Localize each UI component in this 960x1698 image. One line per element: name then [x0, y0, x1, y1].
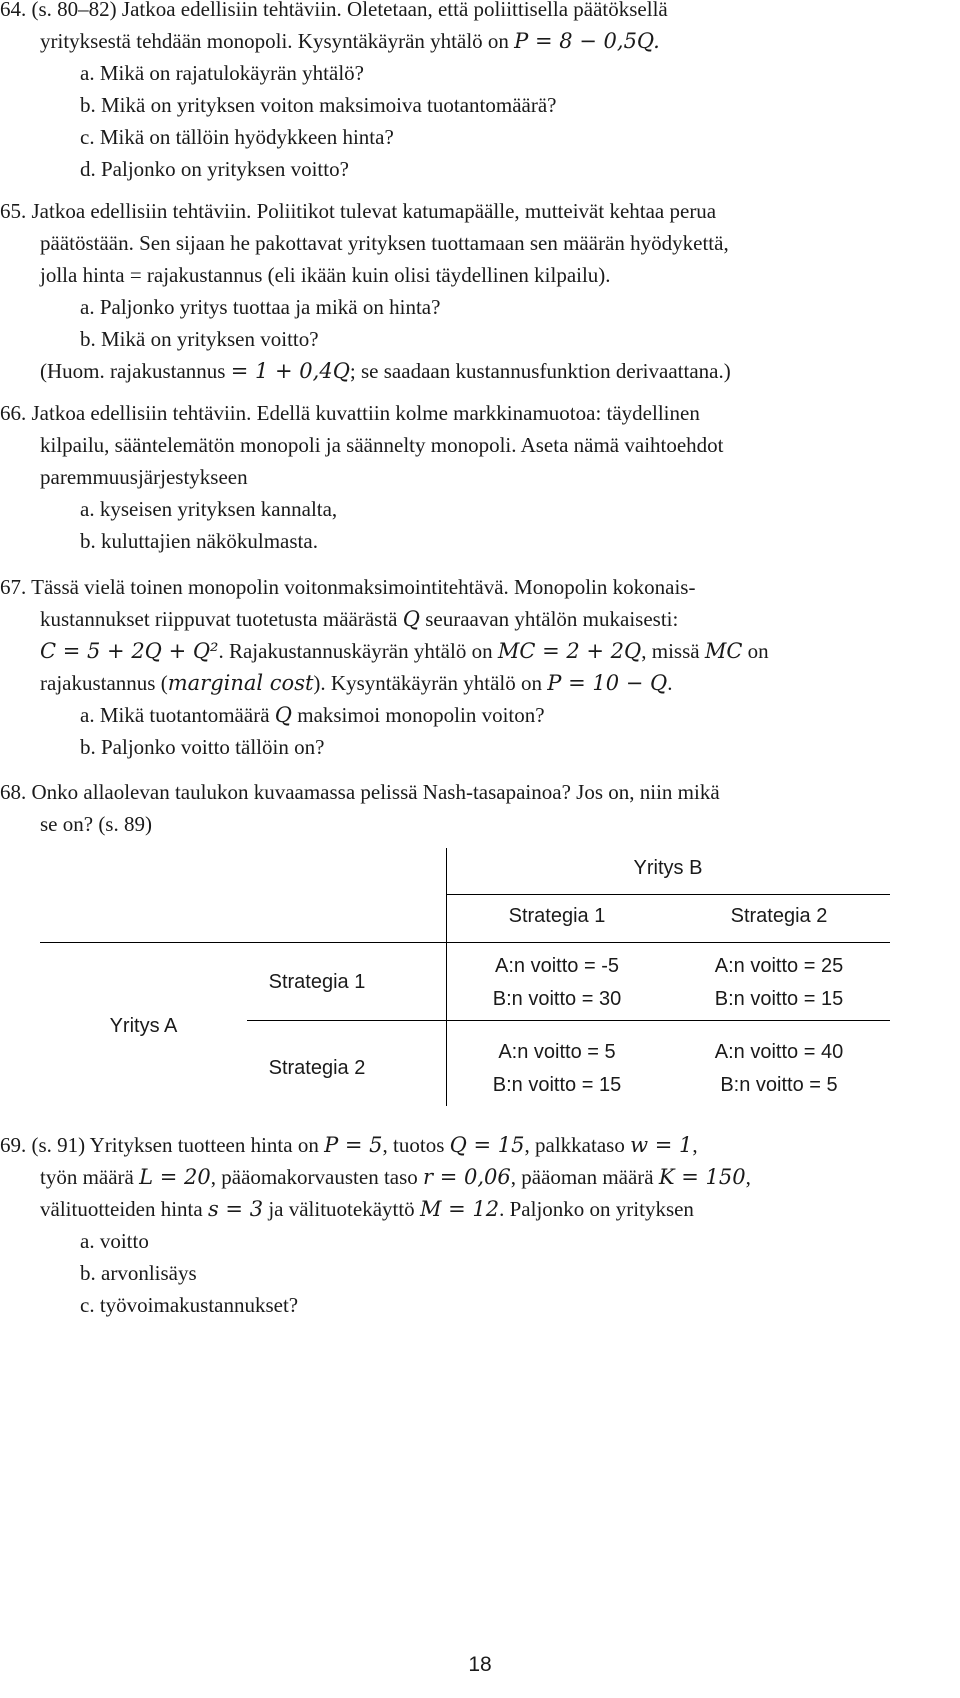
q69-line2 [40, 1162, 751, 1192]
q64-item-a: a. Mikä on rajatulokäyrän yhtälö? [80, 61, 364, 85]
q67-item-a-q: Q [274, 703, 292, 727]
q68-line1: 68. Onko allaolevan taulukon kuvaamassa pelissä Nash-tasapainoa? Jos on, niin mikä [0, 780, 720, 804]
q65-note [40, 356, 731, 386]
q69-output: Q = 15 [449, 1133, 525, 1157]
row-header-2: Strategia 2 [268, 1057, 366, 1079]
q69-line2-t1: , pääomakorvausten taso [210, 1165, 424, 1189]
table-rule-under-group [446, 894, 890, 895]
q67-item-a-post: maksimoi monopolin voiton? [291, 703, 545, 727]
q67-line4-pre: rajakustannus ( [40, 671, 168, 695]
cell-r2c2-b: B:n voitto = 5 [720, 1074, 838, 1096]
q65-item-a: a. Paljonko yritys tuottaa ja mikä on hinta? [80, 295, 441, 319]
page-number: 18 [468, 1653, 492, 1676]
q69-item-c: c. työvoimakustannukset? [80, 1293, 299, 1317]
q69-labour: L = 20 [139, 1165, 211, 1189]
row-header-1: Strategia 1 [268, 971, 366, 993]
q65-note-equation: = 1 + 0,4Q [230, 359, 350, 383]
q65-item-b: b. Mikä on yrityksen voitto? [80, 327, 319, 351]
table-rule-under-header [40, 942, 890, 943]
q69-capital-rate: r = 0,06 [423, 1165, 511, 1189]
q67-demand-equation: P = 10 − Q [547, 671, 668, 695]
q67-item-a-pre: a. Mikä tuotantomäärä [80, 703, 275, 727]
q67-line2-post: seuraavan yhtälön mukaisesti: [419, 607, 679, 631]
q67-line3-mid2: , missä [641, 639, 705, 663]
q64-demand-equation: P = 8 − 0,5Q. [514, 29, 660, 53]
cell-r2c2-a: A:n voitto = 40 [714, 1041, 844, 1063]
q64-item-b: b. Mikä on yrityksen voiton maksimoiva tuotantomäärä? [80, 93, 557, 117]
cell-r1c2-a: A:n voitto = 25 [714, 955, 844, 977]
q65-note-post: ; se saadaan kustannusfunktion derivaattana.) [349, 359, 731, 383]
q67-marginal-cost: marginal cost [167, 671, 314, 695]
q64-line2-text: yrityksestä tehdään monopoli. Kysyntäkäyrän yhtälö on [40, 29, 515, 53]
q67-line3-mid: . Rajakustannuskäyrän yhtälö on [218, 639, 498, 663]
q66-item-b: b. kuluttajien näkökulmasta. [80, 529, 318, 553]
q67-mc-equation: MC = 2 + 2Q [497, 639, 642, 663]
q69-line1-post: , [692, 1133, 698, 1157]
cell-r1c2-b: B:n voitto = 15 [714, 988, 844, 1010]
q64-item-d: d. Paljonko on yrityksen voitto? [80, 157, 349, 181]
q67-line4-mid: ). Kysyntäkäyrän yhtälö on [313, 671, 548, 695]
q67-q-symbol: Q [402, 607, 420, 631]
q67-line3-post: on [742, 639, 769, 663]
q69-line2-t2: , pääoman määrä [510, 1165, 659, 1189]
q69-line1 [0, 1130, 698, 1160]
q67-line4-post: . [667, 671, 673, 695]
q69-line3-t1: ja välituotekäyttö [263, 1197, 420, 1221]
q69-item-a: a. voitto [80, 1229, 149, 1253]
q67-line2 [40, 604, 678, 634]
q69-line3-pre: välituotteiden hinta [40, 1197, 208, 1221]
q68-line2: se on? (s. 89) [40, 812, 152, 836]
q67-mc-symbol: MC [704, 639, 743, 663]
q69-line3 [40, 1194, 694, 1224]
cell-r2c1-b: B:n voitto = 15 [492, 1074, 622, 1096]
row-group-label: Yritys A [109, 1015, 178, 1037]
q69-line1-t2: , palkkataso [524, 1133, 631, 1157]
q65-line3: jolla hinta = rajakustannus (eli ikään kuin olisi täydellinen kilpailu). [40, 263, 611, 287]
q69-line2-pre: työn määrä [40, 1165, 140, 1189]
q69-wage: w = 1 [630, 1133, 693, 1157]
q69-line1-t1: , tuotos [382, 1133, 450, 1157]
q69-intermediate-price: s = 3 [207, 1197, 264, 1221]
q67-cost-equation: C = 5 + 2Q + Q² [40, 639, 219, 663]
q69-line1-pre: 69. (s. 91) Yrityksen tuotteen hinta on [0, 1133, 325, 1157]
q67-line4 [40, 668, 673, 698]
q69-intermediate-use: M = 12 [419, 1197, 500, 1221]
q64-line2 [40, 26, 660, 56]
q69-line2-post: , [745, 1165, 751, 1189]
cell-r1c1-a: A:n voitto = -5 [495, 955, 619, 977]
q69-capital: K = 150 [658, 1165, 746, 1189]
q69-line3-post: . Paljonko on yrityksen [499, 1197, 694, 1221]
q64-line1: 64. (s. 80–82) Jatkoa edellisiin tehtäviin. Oletetaan, että poliittisella päätöksellä [0, 0, 668, 21]
q67-line1: 67. Tässä vielä toinen monopolin voitonmaksimointitehtävä. Monopolin kokonais- [0, 575, 696, 599]
cell-r2c1-a: A:n voitto = 5 [498, 1041, 616, 1063]
column-header-2: Strategia 2 [730, 905, 828, 927]
q69-item-b: b. arvonlisäys [80, 1261, 197, 1285]
q66-line1: 66. Jatkoa edellisiin tehtäviin. Edellä kuvattiin kolme markkinamuotoa: täydellinen [0, 401, 700, 425]
column-group-label: Yritys B [633, 857, 703, 879]
q66-line2: kilpailu, sääntelemätön monopoli ja säännelty monopoli. Aseta nämä vaihtoehdot [40, 433, 724, 457]
q66-item-a: a. kyseisen yrityksen kannalta, [80, 497, 338, 521]
column-header-1: Strategia 1 [508, 905, 606, 927]
q67-item-b: b. Paljonko voitto tällöin on? [80, 735, 325, 759]
q69-price: P = 5 [324, 1133, 383, 1157]
q64-item-c: c. Mikä on tällöin hyödykkeen hinta? [80, 125, 394, 149]
cell-r1c1-b: B:n voitto = 30 [492, 988, 622, 1010]
q67-item-a [80, 700, 545, 730]
q67-line3 [40, 636, 769, 666]
q65-note-pre: (Huom. rajakustannus [40, 359, 231, 383]
q65-line2: päätöstään. Sen sijaan he pakottavat yrityksen tuottamaan sen määrän hyödykettä, [40, 231, 729, 255]
table-rule-between-rows [247, 1020, 890, 1021]
q65-line1: 65. Jatkoa edellisiin tehtäviin. Poliitikot tulevat katumapäälle, mutteivät kehtaa perua [0, 199, 717, 223]
q66-line3: paremmuusjärjestykseen [40, 465, 248, 489]
q67-line2-pre: kustannukset riippuvat tuotetusta määrästä [40, 607, 403, 631]
